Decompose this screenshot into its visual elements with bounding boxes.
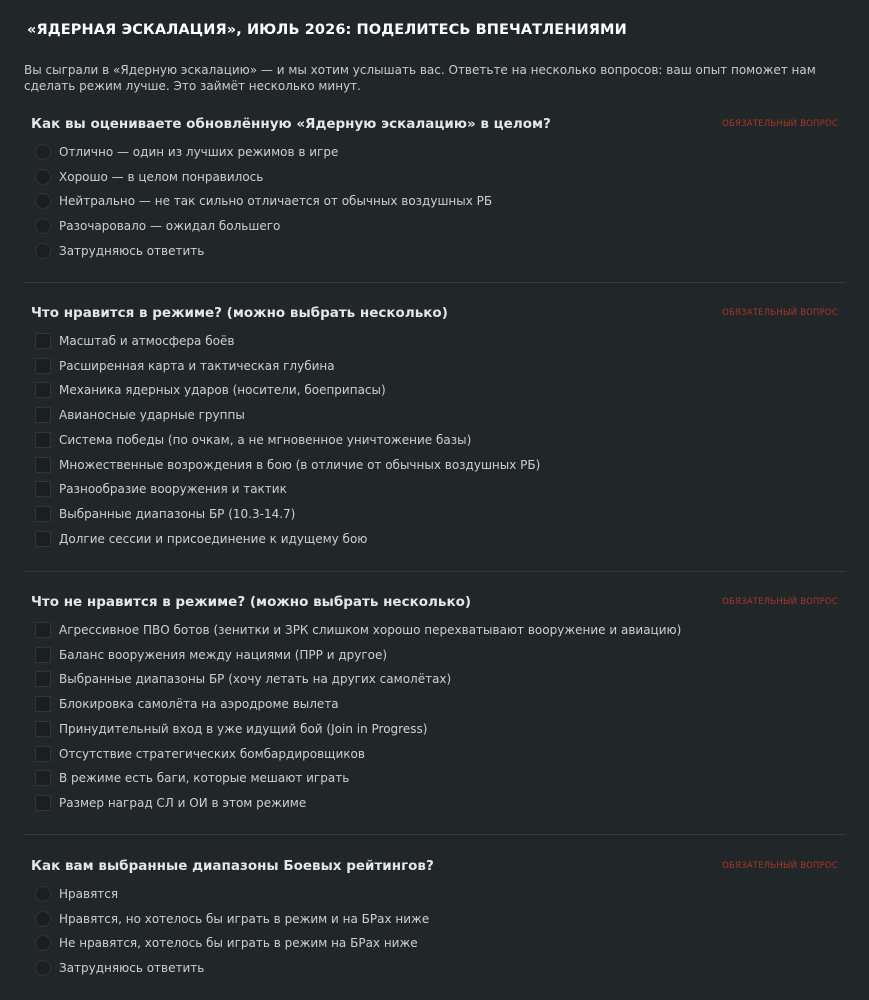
checkbox-option[interactable] xyxy=(35,769,815,787)
checkbox[interactable] xyxy=(35,382,51,398)
checkbox[interactable] xyxy=(35,333,51,349)
option-label: Разнообразие вооружения и тактик xyxy=(59,482,287,497)
radio-option[interactable] xyxy=(35,168,815,186)
option-label: Система победы (по очкам, а не мгновенное уничтожение базы) xyxy=(59,432,472,447)
checkbox-option[interactable] xyxy=(35,381,815,399)
radio-option[interactable] xyxy=(35,217,815,235)
option-label: Затрудняюсь ответить xyxy=(59,243,205,258)
checkbox[interactable] xyxy=(35,407,51,423)
option-label: Нравятся, но хотелось бы играть в режим и на БРах ниже xyxy=(59,911,430,926)
radio-button[interactable] xyxy=(35,243,51,259)
radio-option[interactable] xyxy=(35,192,815,210)
radio-button[interactable] xyxy=(35,886,51,902)
question-title: Что нравится в режиме? (можно выбрать несколько) xyxy=(31,305,448,321)
checkbox-option[interactable] xyxy=(35,505,815,523)
option-label: Не нравятся, хотелось бы играть в режим на БРах ниже xyxy=(59,936,418,951)
option-label: Авианосные ударные группы xyxy=(59,408,245,423)
radio-button[interactable] xyxy=(35,169,51,185)
option-label: Отлично — один из лучших режимов в игре xyxy=(59,145,339,159)
question-title: Как вам выбранные диапазоны Боевых рейтингов? xyxy=(31,858,434,874)
checkbox-option[interactable] xyxy=(35,745,815,763)
option-label: Выбранные диапазоны БР (хочу летать на других самолётах) xyxy=(59,672,452,687)
radio-button[interactable] xyxy=(35,911,51,927)
checkbox-option[interactable] xyxy=(35,332,815,350)
required-badge: ОБЯЗАТЕЛЬНЫЙ ВОПРОС xyxy=(722,861,838,871)
checkbox[interactable] xyxy=(35,696,51,712)
required-badge: ОБЯЗАТЕЛЬНЫЙ ВОПРОС xyxy=(722,597,838,607)
required-badge: ОБЯЗАТЕЛЬНЫЙ ВОПРОС xyxy=(722,308,838,318)
option-label: Затрудняюсь ответить xyxy=(59,961,205,976)
checkbox[interactable] xyxy=(35,795,51,811)
section-divider xyxy=(24,571,846,572)
checkbox-option[interactable] xyxy=(35,357,815,375)
radio-button[interactable] xyxy=(35,218,51,234)
checkbox[interactable] xyxy=(35,432,51,448)
radio-option[interactable] xyxy=(35,959,815,977)
checkbox[interactable] xyxy=(35,531,51,547)
question-title: Что не нравится в режиме? (можно выбрать несколько) xyxy=(31,594,472,610)
option-label: Долгие сессии и присоединение к идущему бою xyxy=(59,531,368,546)
checkbox-option[interactable] xyxy=(35,530,815,548)
checkbox[interactable] xyxy=(35,671,51,687)
option-label: Принудительный вход в уже идущий бой (Join in Progress) xyxy=(59,721,428,736)
radio-option[interactable] xyxy=(35,910,815,928)
question-title: Как вы оцениваете обновлённую «Ядерную эскалацию» в целом? xyxy=(31,116,551,132)
checkbox-option[interactable] xyxy=(35,456,815,474)
checkbox[interactable] xyxy=(35,506,51,522)
radio-button[interactable] xyxy=(35,193,51,209)
section-divider xyxy=(24,282,846,283)
option-label: Размер наград СЛ и ОИ в этом режиме xyxy=(59,795,307,810)
checkbox[interactable] xyxy=(35,622,51,638)
checkbox-option[interactable] xyxy=(35,621,815,639)
checkbox-option[interactable] xyxy=(35,406,815,424)
section-divider xyxy=(24,834,846,835)
checkbox-option[interactable] xyxy=(35,720,815,738)
option-label: Отсутствие стратегических бомбардировщиков xyxy=(59,746,365,761)
radio-button[interactable] xyxy=(35,144,51,160)
checkbox[interactable] xyxy=(35,746,51,762)
checkbox-option[interactable] xyxy=(35,480,815,498)
checkbox[interactable] xyxy=(35,481,51,497)
radio-option[interactable] xyxy=(35,242,815,260)
radio-button[interactable] xyxy=(35,935,51,951)
option-label: Разочаровало — ожидал большего xyxy=(59,219,281,234)
option-label: Механика ядерных ударов (носители, боеприпасы) xyxy=(59,383,386,398)
radio-option[interactable] xyxy=(35,143,815,161)
radio-option[interactable] xyxy=(35,885,815,903)
checkbox-option[interactable] xyxy=(35,794,815,812)
checkbox[interactable] xyxy=(35,358,51,374)
option-label: В режиме есть баги, которые мешают играть xyxy=(59,771,350,786)
option-label: Нейтрально — не так сильно отличается от обычных воздушных РБ xyxy=(59,194,493,209)
option-label: Масштаб и атмосфера боёв xyxy=(59,334,235,348)
option-label: Расширенная карта и тактическая глубина xyxy=(59,358,335,373)
option-label: Блокировка самолёта на аэродроме вылета xyxy=(59,697,339,712)
option-label: Баланс вооружения между нациями (ПРР и другое) xyxy=(59,647,388,662)
option-label: Выбранные диапазоны БР (10.3-14.7) xyxy=(59,506,296,521)
checkbox[interactable] xyxy=(35,647,51,663)
option-label: Множественные возрождения в бою (в отличие от обычных воздушных РБ) xyxy=(59,457,541,472)
option-label: Хорошо — в целом понравилось xyxy=(59,169,264,184)
checkbox-option[interactable] xyxy=(35,646,815,664)
option-label: Нравятся xyxy=(59,887,119,901)
checkbox-option[interactable] xyxy=(35,670,815,688)
intro-text: Вы сыграли в «Ядерную эскалацию» — и мы хотим услышать вас. Ответьте на несколько вопросов: ваш опыт поможет нам сделать режим лучше. Это займёт несколько минут. xyxy=(24,63,816,93)
checkbox[interactable] xyxy=(35,457,51,473)
checkbox[interactable] xyxy=(35,770,51,786)
checkbox[interactable] xyxy=(35,721,51,737)
option-label: Агрессивное ПВО ботов (зенитки и ЗРК слишком хорошо перехватывают вооружение и авиацию) xyxy=(59,623,682,637)
radio-button[interactable] xyxy=(35,960,51,976)
radio-option[interactable] xyxy=(35,934,815,952)
checkbox-option[interactable] xyxy=(35,695,815,713)
page-title: «ЯДЕРНАЯ ЭСКАЛАЦИЯ», ИЮЛЬ 2026: ПОДЕЛИТЕСЬ ВПЕЧАТЛЕНИЯМИ xyxy=(27,22,627,38)
required-badge: ОБЯЗАТЕЛЬНЫЙ ВОПРОС xyxy=(722,119,838,129)
checkbox-option[interactable] xyxy=(35,431,815,449)
